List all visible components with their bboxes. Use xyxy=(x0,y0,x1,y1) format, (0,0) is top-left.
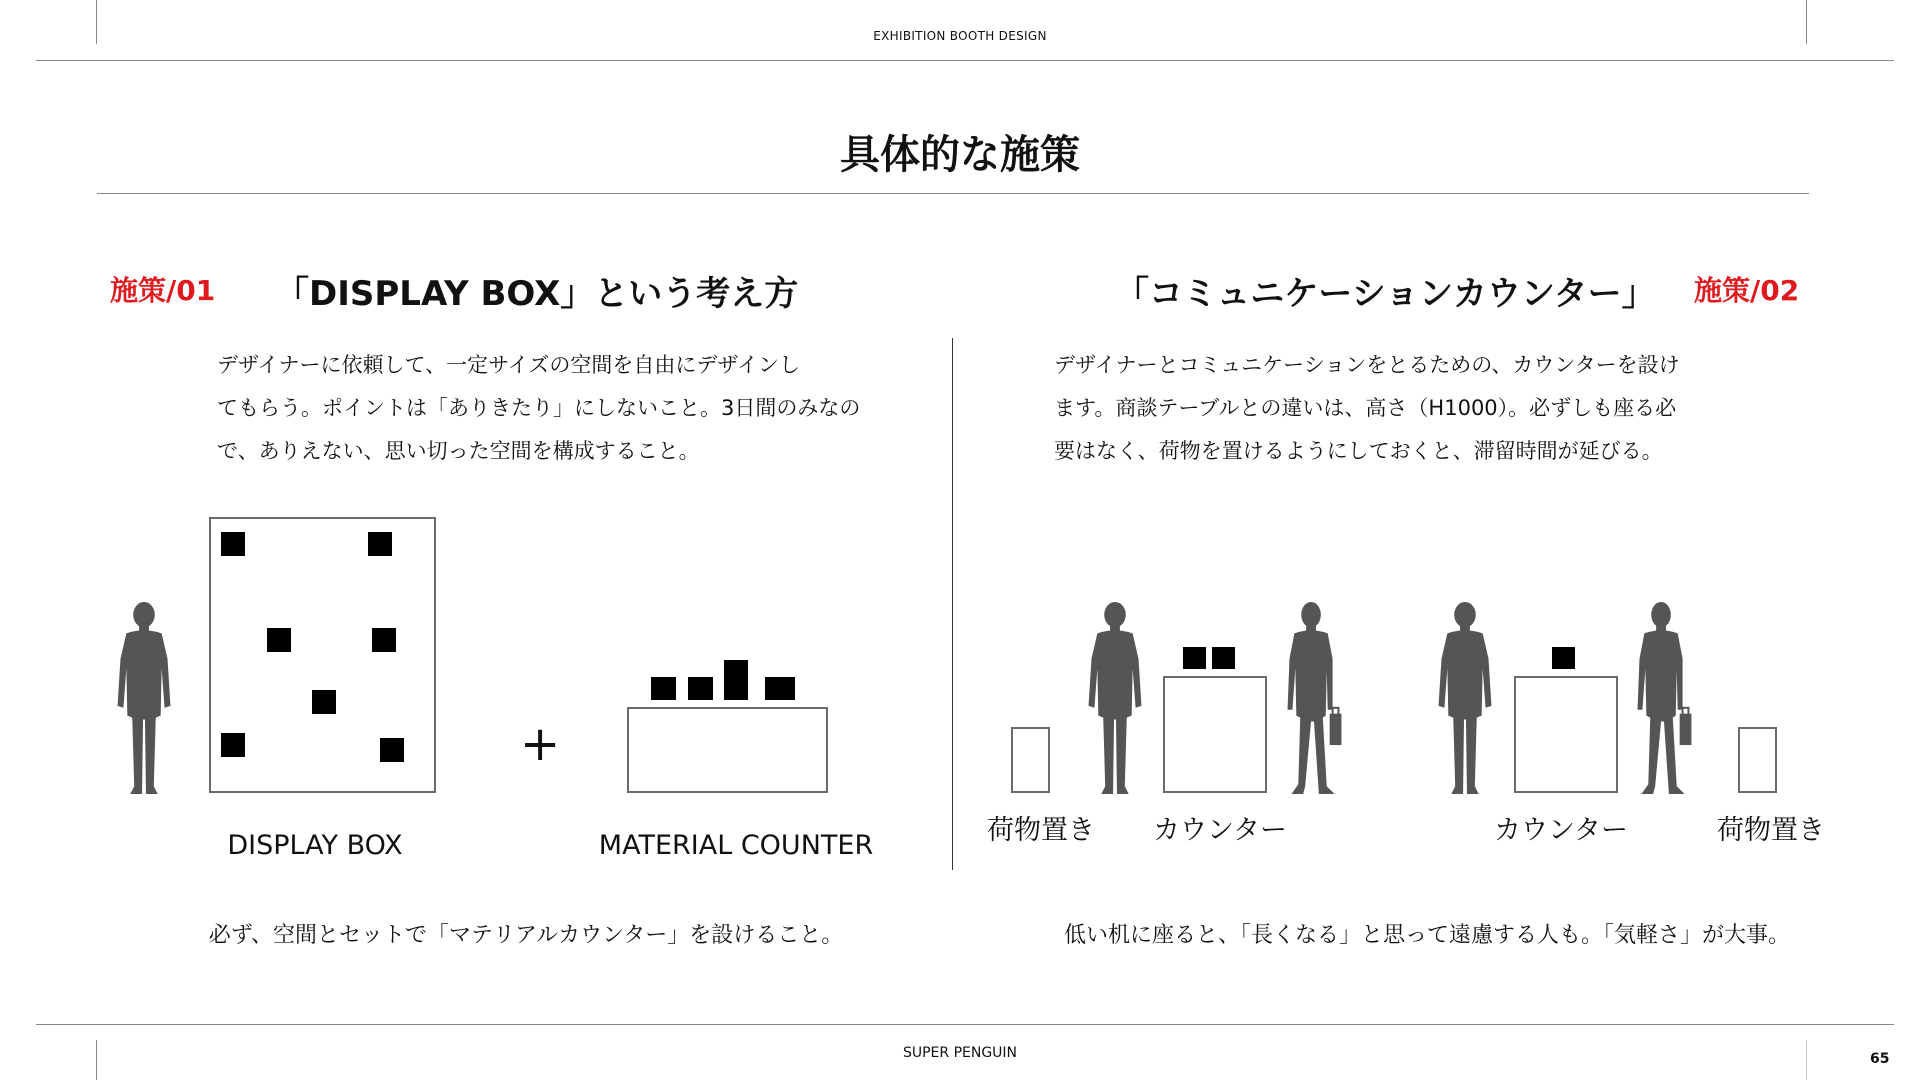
display-box-block xyxy=(221,733,245,757)
plus-sign: + xyxy=(520,716,561,772)
counter-block xyxy=(724,660,748,700)
paragraph-left-line: てもらう。ポイントは「ありきたり」にしないこと。3日間のみなの xyxy=(217,396,861,420)
counter-block xyxy=(1183,647,1206,669)
person-silhouette-icon xyxy=(114,600,174,796)
communication-counter-drawing xyxy=(1514,676,1618,793)
counter-block xyxy=(651,677,676,700)
page-number: 65 xyxy=(1870,1051,1890,1067)
counter-block xyxy=(1552,647,1575,669)
note-right: 低い机に座ると、「長くなる」と思って遠慮する人も。「気軽さ」が大事。 xyxy=(1064,923,1791,948)
display-box-block xyxy=(267,628,291,652)
footer-label: SUPER PENGUIN xyxy=(902,1045,1018,1061)
label-luggage-left: 荷物置き xyxy=(987,815,1095,846)
communication-counter-drawing xyxy=(1163,676,1267,793)
luggage-stand-drawing xyxy=(1011,727,1050,793)
material-counter-drawing xyxy=(627,707,828,793)
display-box-block xyxy=(380,738,404,762)
label-counter-right: カウンター xyxy=(1494,815,1628,846)
caption-display-box: DISPLAY BOX xyxy=(227,830,403,861)
title-rule xyxy=(97,193,1809,194)
counter-block xyxy=(1212,647,1235,669)
header-rule xyxy=(36,60,1894,61)
caption-material-counter: MATERIAL COUNTER xyxy=(598,830,874,861)
counter-block xyxy=(765,677,795,700)
display-box-block xyxy=(312,690,336,714)
paragraph-right-line: デザイナーとコミュニケーションをとるための、カウンターを設け xyxy=(1054,353,1680,377)
person-with-briefcase-icon xyxy=(1633,600,1693,796)
label-luggage-right: 荷物置き xyxy=(1717,815,1825,846)
page-title: 具体的な施策 xyxy=(840,132,1080,178)
paragraph-right-line: ます。商談テーブルとの違いは、高さ（H1000）。必ずしも座る必 xyxy=(1054,396,1677,420)
luggage-stand-drawing xyxy=(1738,727,1777,793)
paragraph-left-line: で、ありえない、思い切った空間を構成すること。 xyxy=(217,439,700,463)
display-box-block xyxy=(372,628,396,652)
person-with-briefcase-icon xyxy=(1283,600,1343,796)
note-left: 必ず、空間とセットで「マテリアルカウンター」を設けること。 xyxy=(208,923,844,948)
heading-right: 「コミュニケーションカウンター」 xyxy=(1115,274,1656,314)
tag-right: 施策/02 xyxy=(1694,274,1800,307)
header-label: EXHIBITION BOOTH DESIGN xyxy=(873,29,1047,43)
display-box-block xyxy=(221,532,245,556)
tag-left: 施策/01 xyxy=(110,274,216,307)
paragraph-left-line: デザイナーに依頼して、一定サイズの空間を自由にデザインし xyxy=(217,353,800,377)
footer-rule xyxy=(36,1024,1894,1025)
person-silhouette-icon xyxy=(1435,600,1495,796)
heading-left: 「DISPLAY BOX」という考え方 xyxy=(275,274,799,314)
person-silhouette-icon xyxy=(1085,600,1145,796)
display-box-block xyxy=(368,532,392,556)
label-counter-left: カウンター xyxy=(1153,815,1287,846)
counter-block xyxy=(688,677,713,700)
center-divider xyxy=(952,338,953,870)
paragraph-right-line: 要はなく、荷物を置けるようにしておくと、滞留時間が延びる。 xyxy=(1054,439,1663,463)
